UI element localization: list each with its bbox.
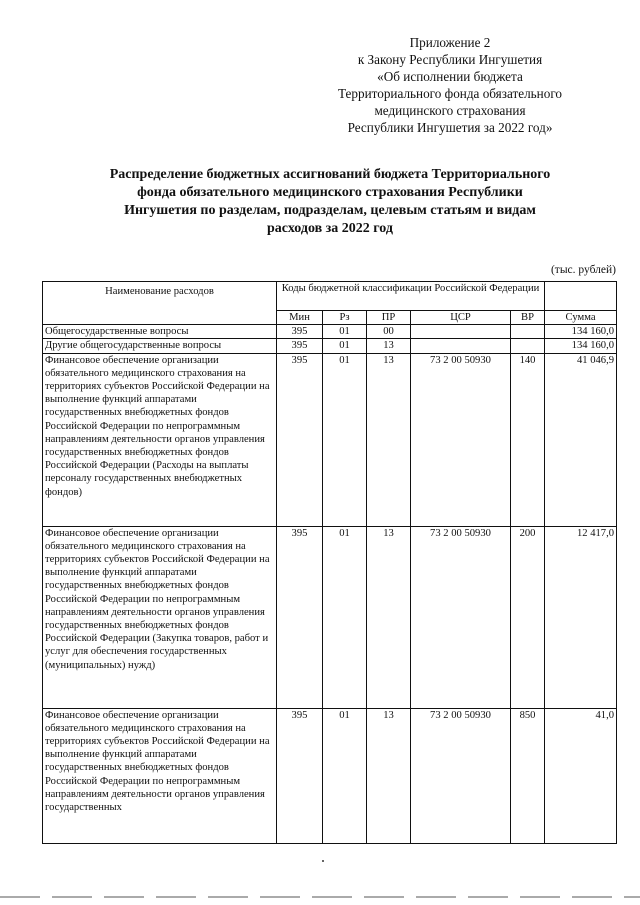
table-row [43,708,617,843]
header-empty-cell [545,282,617,311]
row-vr: 200 [511,526,545,708]
row-vr: 850 [511,708,545,843]
header-vr: ВР [511,311,545,325]
row-name: Финансовое обеспечение организации обязательного медицинского страхования на территориях субъектов Российской Федерации на выполнение функций аппаратами государственных внебюджетных фондов Российской Федерации по непрограммным направлениям деятельности органов управления государственных внебюджетных фондов Российской Федерации (Расходы на выплаты персоналу государственных внебюджетных фондов) [43,353,277,526]
budget-table [42,281,617,844]
row-sum: 41,0 [545,708,617,843]
header-csr: ЦСР [411,311,511,325]
row-csr: 73 2 00 50930 [411,353,511,526]
title-line: фонда обязательного медицинского страхования Республики [137,185,523,200]
row-pr: 00 [367,325,411,339]
header-pr: ПР [367,311,411,325]
header-row-1 [43,282,617,311]
appendix-line: Территориального фонда обязательного [337,86,563,101]
header-rz: Рз [323,311,367,325]
row-name: Другие общегосударственные вопросы [43,339,277,353]
row-csr: 73 2 00 50930 [411,526,511,708]
appendix-line: медицинского страхования [374,103,526,118]
row-min: 395 [277,339,323,353]
row-pr: 13 [367,526,411,708]
title-line: Ингушетия по разделам, подразделам, целевым статьям и видам [124,203,536,218]
row-rz: 01 [323,339,367,353]
row-sum: 134 160,0 [545,325,617,339]
appendix-line: к Закону Республики Ингушетия [357,52,543,67]
row-vr [511,339,545,353]
appendix-line: «Об исполнении бюджета [377,69,523,84]
units-label: (тыс. рублей) [550,264,616,276]
row-csr [411,339,511,353]
row-csr [411,325,511,339]
header-name: Наименование расходов [43,282,277,325]
header-codes: Коды бюджетной классификации Российской Федерации [277,282,545,311]
row-rz: 01 [323,353,367,526]
row-rz: 01 [323,708,367,843]
row-rz: 01 [323,526,367,708]
table-row [43,353,617,526]
appendix-note [300,34,600,136]
row-pr: 13 [367,353,411,526]
table-row [43,526,617,708]
row-name: Финансовое обеспечение организации обязательного медицинского страхования на территориях субъектов Российской Федерации на выполнение функций аппаратами государственных внебюджетных фондов Российской Федерации по непрограммным направлениям деятельности органов управления государственных [43,708,277,843]
header-min: Мин [277,311,323,325]
row-sum: 12 417,0 [545,526,617,708]
row-min: 395 [277,708,323,843]
row-csr: 73 2 00 50930 [411,708,511,843]
row-pr: 13 [367,339,411,353]
row-name: Общегосударственные вопросы [43,325,277,339]
document-title [60,166,600,238]
header-sum: Сумма [545,311,617,325]
row-min: 395 [277,325,323,339]
row-sum: 41 046,9 [545,353,617,526]
title-line: Распределение бюджетных ассигнований бюджета Территориального [109,167,551,182]
row-vr: 140 [511,353,545,526]
row-min: 395 [277,526,323,708]
appendix-line: Приложение 2 [409,35,491,50]
table-row [43,325,617,339]
row-rz: 01 [323,325,367,339]
row-name: Финансовое обеспечение организации обязательного медицинского страхования на территориях субъектов Российской Федерации на выполнение функций аппаратами государственных внебюджетных фондов Российской Федерации по непрограммным направлениям деятельности органов управления государственных внебюджетных фондов Российской Федерации (Закупка товаров, работ и услуг для обеспечения государственных (муниципальных) нужд) [43,526,277,708]
row-vr [511,325,545,339]
appendix-line: Республики Ингушетия за 2022 год» [347,120,553,135]
table-row [43,339,617,353]
row-min: 395 [277,353,323,526]
row-sum: 134 160,0 [545,339,617,353]
title-line: расходов за 2022 год [267,221,393,236]
row-pr: 13 [367,708,411,843]
scan-bottom-edge [0,896,640,898]
scan-speck [322,860,324,862]
